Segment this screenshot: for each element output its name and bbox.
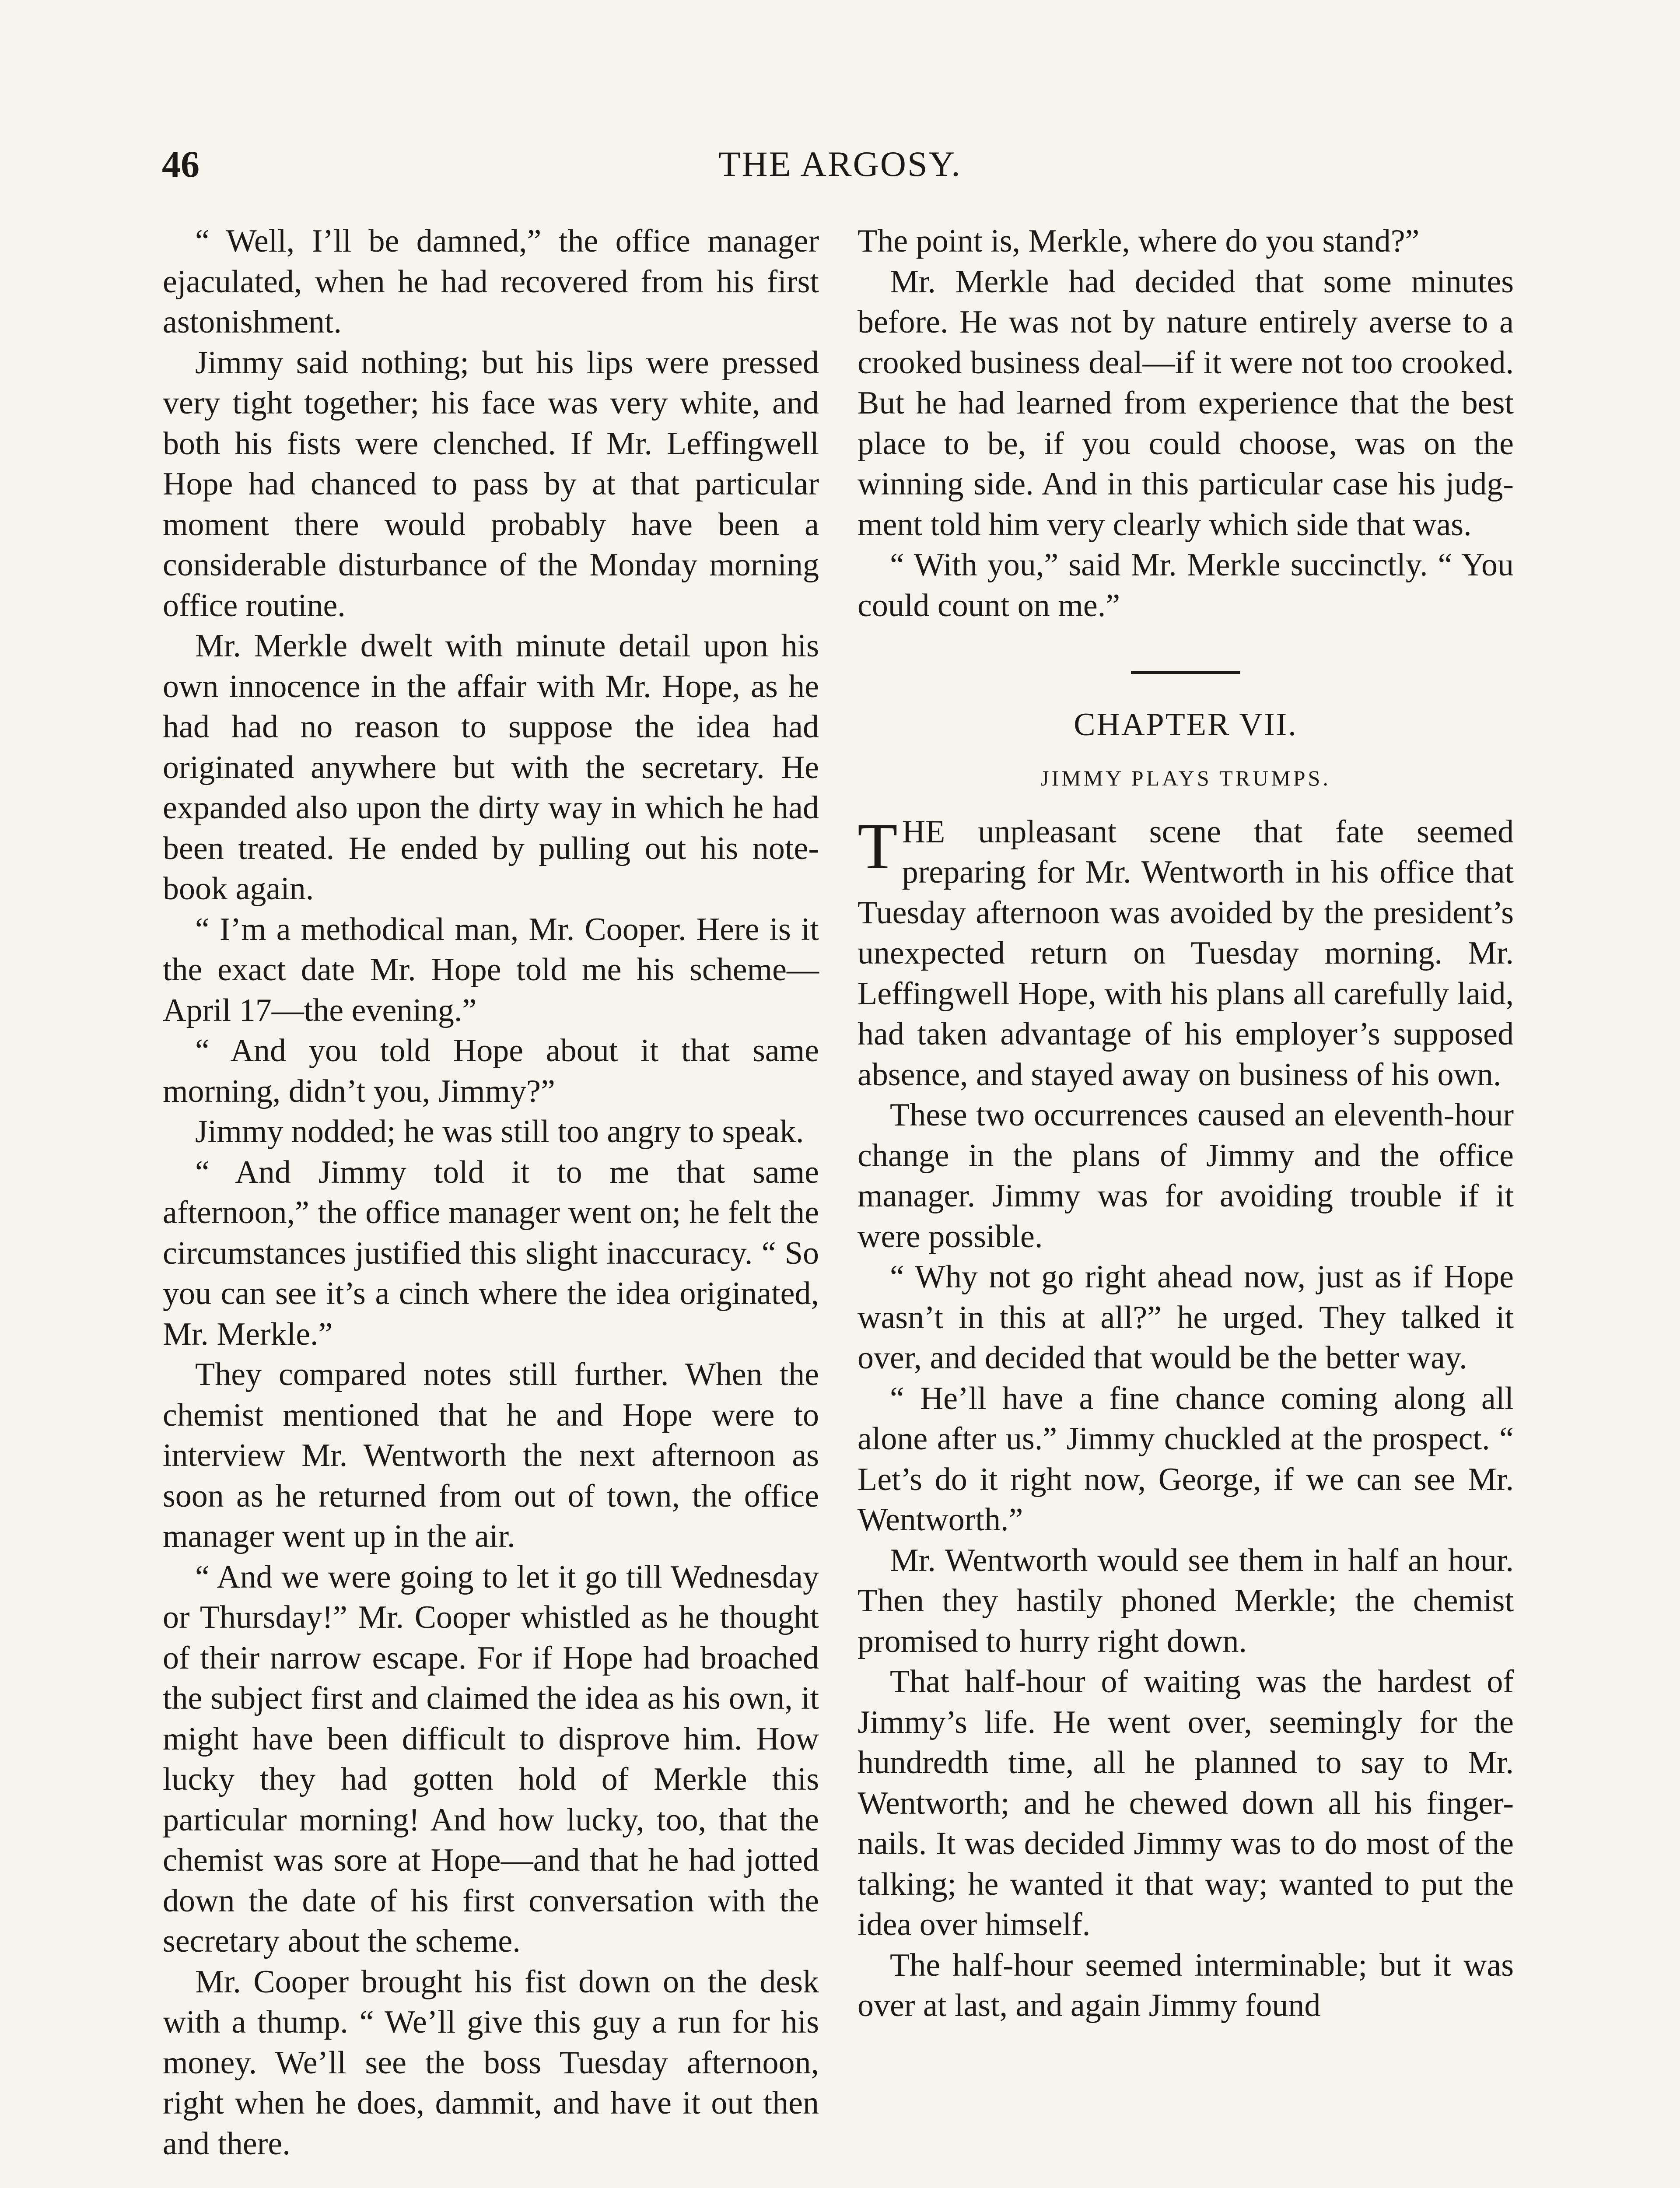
opening-text: HE unpleasant scene that fate seemed preparing for Mr. Wentworth in his office that Tuesday afternoon was avoided by the president’s unexpected return on Tuesday morning. Mr. Leffingwell Hope, with his plans all carefully laid, had taken advantage of his employer’s supposed absence, and stayed away on business of his own. (858, 813, 1514, 1093)
paragraph: “ And Jimmy told it to me that same afternoon,” the office manager went on; he felt the circumstances justified this slight inaccuracy. “ So you can see it’s a cinch where the idea originated, Mr. Merkle.” (163, 1154, 819, 1352)
paragraph: These two occurrences caused an eleventh-hour change in the plans of Jimmy and the office manager. Jimmy was for avoiding trouble if it were possible. (858, 1097, 1514, 1255)
chapter-subtitle: JIMMY PLAYS TRUMPS. (1040, 765, 1331, 790)
paragraph: “ He’ll have a fine chance coming along all alone after us.” Jimmy chuckled at the prospect. “ Let’s do it right now, George, if we can see Mr. Wentworth.” (858, 1380, 1514, 1538)
paragraph: That half-hour of waiting was the hardest of Jimmy’s life. He went over, seemingly for the hundredth time, all he planned to say to Mr. Wentworth; and he chewed down all his finger-nails. It was decided Jimmy was to do most of the talking; he wanted it that way; wanted to put the idea over himself. (858, 1664, 1514, 1943)
right-column (858, 221, 1514, 2026)
chapter-opening-paragraph (858, 812, 1514, 1095)
running-head: THE ARGOSY. (718, 144, 962, 184)
chapter-title: CHAPTER VII. (1074, 707, 1298, 743)
paragraph: Mr. Wentworth would see them in half an hour. Then they hastily phoned Merkle; the chemist promised to hurry right down. (858, 1542, 1514, 1659)
page-header (162, 140, 1518, 188)
paragraph: “ Why not go right ahead now, just as if Hope wasn’t in this at all?” he urged. They talked it over, and decided that would be the better way. (858, 1259, 1514, 1376)
paragraph: Jimmy said nothing; but his lips were pressed very tight together; his face was very white, and both his fists were clenched. If Mr. Leffingwell Hope had chanced to pass by at that particular moment there would probably have been a considerable disturbance of the Monday morning office routine. (163, 344, 819, 624)
left-column (163, 221, 819, 2164)
paragraph: “ Well, I’ll be damned,” the office manager ejaculated, when he had recovered from his first astonishment. (163, 223, 819, 340)
paragraph: Jimmy nodded; he was still too angry to speak. (195, 1114, 804, 1150)
page-number: 46 (162, 143, 200, 185)
chapter-divider-rule (1131, 671, 1240, 674)
paragraph: Mr. Merkle had decided that some minutes before. He was not by nature entirely averse to a crooked business deal—if it were not too crooked. But he had learned from experience that the best place to be, if you could choose, was on the winning side. And in this particular case his judgment told him very clearly which side that was. (858, 263, 1514, 543)
paragraph: “ I’m a methodical man, Mr. Cooper. Here is it the exact date Mr. Hope told me his scheme—April 17—the evening.” (163, 911, 819, 1028)
paragraph: “ And you told Hope about it that same morning, didn’t you, Jimmy?” (163, 1033, 819, 1109)
paragraph: “ With you,” said Mr. Merkle succinctly. “ You could count on me.” (858, 547, 1514, 624)
paragraph: They compared notes still further. When the chemist mentioned that he and Hope were to interview Mr. Wentworth the next afternoon as soon as he returned from out of town, the office manager went up in the air. (163, 1357, 819, 1554)
paragraph: Mr. Merkle dwelt with minute detail upon his own innocence in the affair with Mr. Hope, as he had had no reason to suppose the idea had originated anywhere but with the secretary. He expanded also upon the dirty way in which he had been treated. He ended by pulling out his notebook again. (163, 628, 819, 907)
drop-cap: T (858, 810, 898, 883)
paragraph: The half-hour seemed interminable; but it was over at last, and again Jimmy found (858, 1947, 1514, 2023)
continued-paragraph: The point is, Merkle, where do you stand?” (858, 223, 1420, 259)
paragraph: Mr. Cooper brought his fist down on the desk with a thump. “ We’ll give this guy a run for his money. We’ll see the boss Tuesday afternoon, right when he does, dammit, and have it out then and there. (163, 1964, 819, 2162)
paragraph: “ And we were going to let it go till Wednesday or Thursday!” Mr. Cooper whistled as he thought of their narrow escape. For if Hope had broached the subject first and claimed the idea as his own, it might have been difficult to disprove him. How lucky they had gotten hold of Merkle this particular morning! And how lucky, too, that the chemist was sore at Hope—and that he had jotted down the date of his first conversation with the secretary about the scheme. (163, 1559, 819, 1959)
